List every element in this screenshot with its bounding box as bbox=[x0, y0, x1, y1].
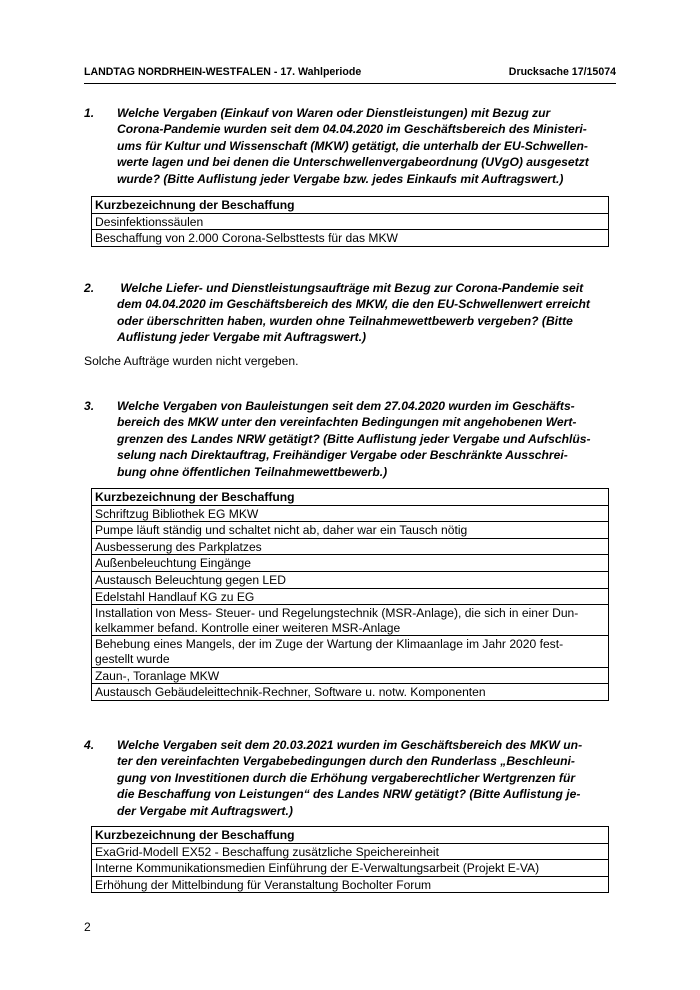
table-cell: Pumpe läuft ständig und schaltet nicht ab, daher war ein Tausch nötig bbox=[92, 522, 609, 539]
question-line: ums für Kultur und Wissenschaft (MKW) getätigt, die unterhalb der EU-Schwellen- bbox=[117, 138, 588, 153]
table-cell: Außenbeleuchtung Eingänge bbox=[92, 555, 609, 572]
table-cell: Ausbesserung des Parkplatzes bbox=[92, 538, 609, 555]
question-line: werte lagen und bei denen die Unterschwellenvergabeordnung (UVgO) ausgesetzt bbox=[117, 155, 589, 170]
question-line: Corona-Pandemie wurden seit dem 04.04.2020 im Geschäftsbereich des Ministeri- bbox=[117, 122, 587, 137]
question-line: Welche Vergaben von Bauleistungen seit dem 27.04.2020 wurden im Geschäfts- bbox=[117, 399, 575, 413]
question-line: Auflistung jeder Vergabe mit Auftragswert.) bbox=[117, 330, 367, 345]
table-row bbox=[92, 860, 609, 877]
table-header-row bbox=[92, 197, 609, 214]
table-row bbox=[92, 230, 609, 247]
table-row bbox=[92, 588, 609, 605]
question-line: selung nach Direktauftrag, Freihändiger Vergabe oder Beschränkte Ausschrei- bbox=[117, 448, 568, 463]
table-cell: Austausch Gebäudeleittechnik-Rechner, Software u. notw. Komponenten bbox=[92, 684, 609, 701]
header-left: LANDTAG NORDRHEIN-WESTFALEN - 17. Wahlperiode bbox=[84, 66, 362, 78]
table-cell: Interne Kommunikationsmedien Einführung der E-Verwaltungsarbeit (Projekt E-VA) bbox=[92, 860, 609, 877]
question-line: ter den vereinfachten Vergabebedingungen durch den Runderlass „Beschleuni- bbox=[117, 754, 575, 769]
question-1 bbox=[84, 105, 616, 187]
table-cell: Zaun-, Toranlage MKW bbox=[92, 667, 609, 684]
table-header-row bbox=[92, 489, 609, 506]
question-3 bbox=[84, 398, 616, 480]
table-row bbox=[92, 876, 609, 893]
table-cell: Desinfektionssäulen bbox=[92, 213, 609, 230]
procurement-table-1 bbox=[91, 196, 609, 247]
question-number: 3. bbox=[84, 399, 95, 413]
table-row bbox=[92, 605, 609, 636]
question-2 bbox=[84, 280, 616, 346]
table-cell: Beschaffung von 2.000 Corona-Selbsttests für das MKW bbox=[92, 230, 609, 247]
question-number: 4. bbox=[84, 738, 95, 752]
table-row bbox=[92, 684, 609, 701]
question-line: Welche Vergaben seit dem 20.03.2021 wurden im Geschäftsbereich des MKW un- bbox=[117, 738, 583, 752]
table-header-cell: Kurzbezeichnung der Beschaffung bbox=[92, 489, 609, 506]
table-row bbox=[92, 555, 609, 572]
table-cell: Installation von Mess- Steuer- und Regelungstechnik (MSR-Anlage), die sich in einer Dun- kelkammer befand. Kontrolle einer weiteren MSR-Anlage bbox=[92, 605, 609, 636]
page-number: 2 bbox=[84, 920, 91, 934]
table-row bbox=[92, 538, 609, 555]
table-cell: Edelstahl Handlauf KG zu EG bbox=[92, 588, 609, 605]
table-row bbox=[92, 213, 609, 230]
question-line: der Vergabe mit Auftragswert.) bbox=[117, 803, 293, 818]
question-line: grenzen des Landes NRW getätigt? (Bitte Auflistung jeder Vergabe und Aufschlüs- bbox=[117, 431, 591, 446]
table-cell: Schriftzug Bibliothek EG MKW bbox=[92, 505, 609, 522]
table-header-cell: Kurzbezeichnung der Beschaffung bbox=[92, 827, 609, 844]
question-line: Welche Vergaben (Einkauf von Waren oder Dienstleistungen) mit Bezug zur bbox=[117, 106, 551, 120]
question-line: die Beschaffung von Leistungen“ des Landes NRW getätigt? (Bitte Auflistung je- bbox=[117, 787, 581, 802]
header-right: Drucksache 17/15074 bbox=[508, 66, 616, 78]
question-number: 1. bbox=[84, 106, 95, 120]
question-line: wurde? (Bitte Auflistung jeder Vergabe bzw. jedes Einkaufs mit Auftragswert.) bbox=[117, 171, 564, 186]
table-row bbox=[92, 843, 609, 860]
question-line: bung ohne öffentlichen Teilnahmewettbewerb.) bbox=[117, 464, 388, 479]
question-line: dem 04.04.2020 im Geschäftsbereich des MKW, die den EU-Schwellenwert erreicht bbox=[117, 297, 590, 312]
page-header bbox=[84, 66, 616, 84]
answer-2: Solche Aufträge wurden nicht vergeben. bbox=[84, 354, 299, 368]
question-number: 2. bbox=[84, 281, 95, 295]
question-line: oder überschritten haben, wurden ohne Teilnahmewettbewerb vergeben? (Bitte bbox=[117, 313, 573, 328]
table-cell: Erhöhung der Mittelbindung für Veranstaltung Bocholter Forum bbox=[92, 876, 609, 893]
table-cell: Behebung eines Mangels, der im Zuge der Wartung der Klimaanlage im Jahr 2020 fest- gestellt wurde bbox=[92, 636, 609, 667]
table-header-row bbox=[92, 827, 609, 844]
table-row bbox=[92, 636, 609, 667]
table-cell: Austausch Beleuchtung gegen LED bbox=[92, 571, 609, 588]
table-row bbox=[92, 571, 609, 588]
question-line: bereich des MKW unter den vereinfachten Bedingungen mit angehobenen Wert- bbox=[117, 415, 577, 430]
table-row bbox=[92, 505, 609, 522]
table-header-cell: Kurzbezeichnung der Beschaffung bbox=[92, 197, 609, 214]
question-line: gung von Investitionen durch die Erhöhung vergaberechtlicher Wertgrenzen für bbox=[117, 770, 576, 785]
question-line: Welche Liefer- und Dienstleistungsaufträge mit Bezug zur Corona-Pandemie seit bbox=[117, 281, 584, 295]
table-row bbox=[92, 522, 609, 539]
procurement-table-3 bbox=[91, 488, 609, 701]
table-cell: ExaGrid-Modell EX52 - Beschaffung zusätzliche Speichereinheit bbox=[92, 843, 609, 860]
question-4 bbox=[84, 737, 616, 819]
table-row bbox=[92, 667, 609, 684]
procurement-table-4 bbox=[91, 826, 609, 893]
